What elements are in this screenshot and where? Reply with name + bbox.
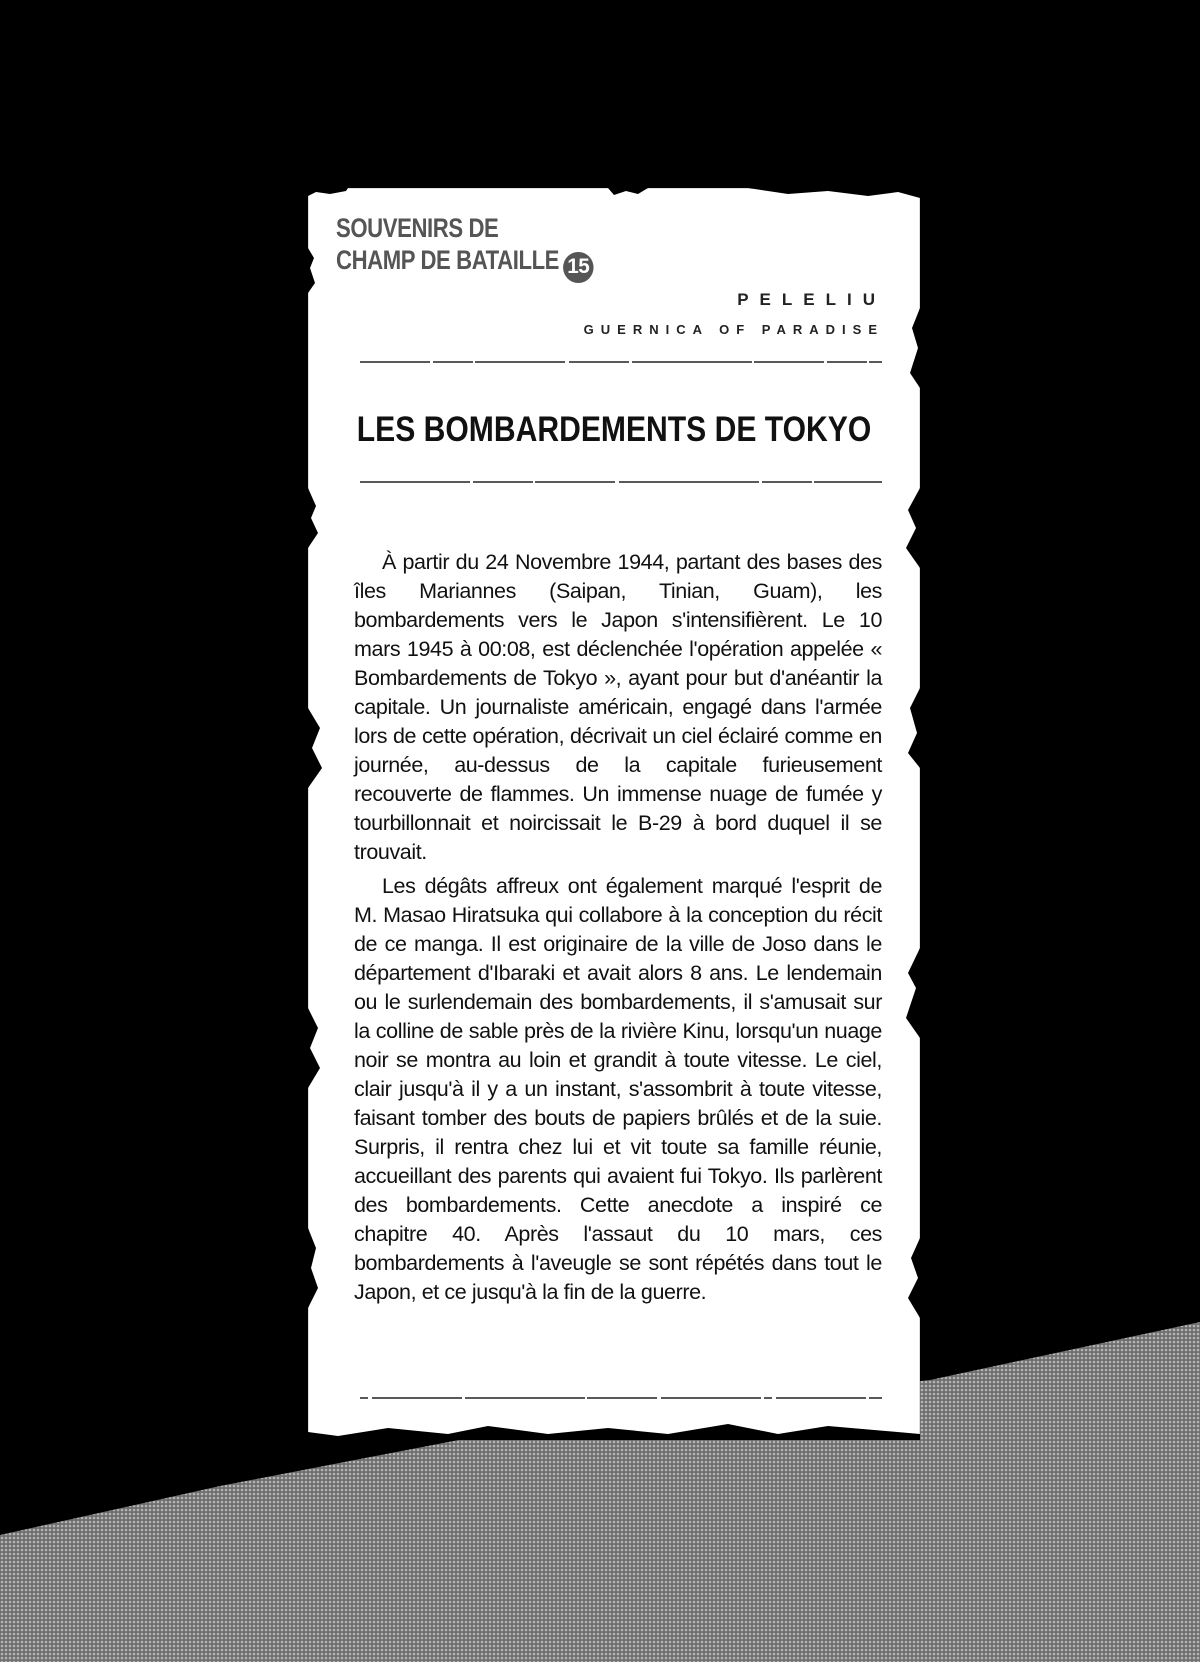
series-title-line-2 — [336, 244, 591, 283]
article-paragraph-2: Les dégâts affreux ont également marqué l'esprit de M. Masao Hiratsuka qui collabore à la conception du récit de ce manga. Il est originaire de la ville de Joso dans le département d'Ibaraki et avait alors 8 ans. Le lendemain ou le surlendemain des bombardements, il s'amusait sur la colline de sable près de la rivière Kinu, lorsqu'un nuage noir se montra au loin et grandit à toute vitesse. Le ciel, clair jusqu'à il y a un instant, s'assombrit à toute vitesse, faisant tomber des bouts de papiers brûlés et de la suie. Surpris, il rentra chez lui et vit toute sa famille réunie, accueillant des parents qui avaient fui Tokyo. Ils parlèrent des bombardements. Cette anecdote a inspiré ce chapitre 40. Après l'assaut du 10 mars, ces bombardements à l'aveugle se sont répétés dans tout le Japon, et ce jusqu'à la fin de la guerre. — [354, 874, 882, 1304]
divider-under-title — [360, 480, 882, 484]
series-title — [336, 212, 591, 283]
divider-bottom — [360, 1396, 882, 1400]
kicker-peleliu: PELELIU — [737, 290, 886, 309]
volume-number-badge: 15 — [563, 252, 594, 283]
series-title-line-1: SOUVENIRS DE — [336, 213, 499, 243]
series-title-text: CHAMP DE BATAILLE — [336, 245, 560, 275]
article-paragraph-1: À partir du 24 Novembre 1944, partant des bases des îles Mariannes (Saipan, Tinian, Guam), les bombardements vers le Japon s'intensifièrent. Le 10 mars 1945 à 00:08, est déclenchée l'opération appelée « Bombardements de Tokyo », ayant pour but d'anéantir la capitale. Un journaliste américain, engagé dans l'armée lors de cette opération, décrivait un ciel éclairé comme en journée, au-dessus de la capitale furieusement recouverte de flammes. Un immense nuage de fumée y tourbillonnait et noircissait le B-29 à bord duquel il se trouvait. — [354, 550, 882, 864]
divider-top — [360, 360, 882, 364]
subkicker-guernica: GUERNICA OF PARADISE — [583, 322, 884, 337]
article-title: LES BOMBARDEMENTS DE TOKYO — [356, 410, 872, 449]
torn-paper-panel — [308, 188, 920, 1440]
